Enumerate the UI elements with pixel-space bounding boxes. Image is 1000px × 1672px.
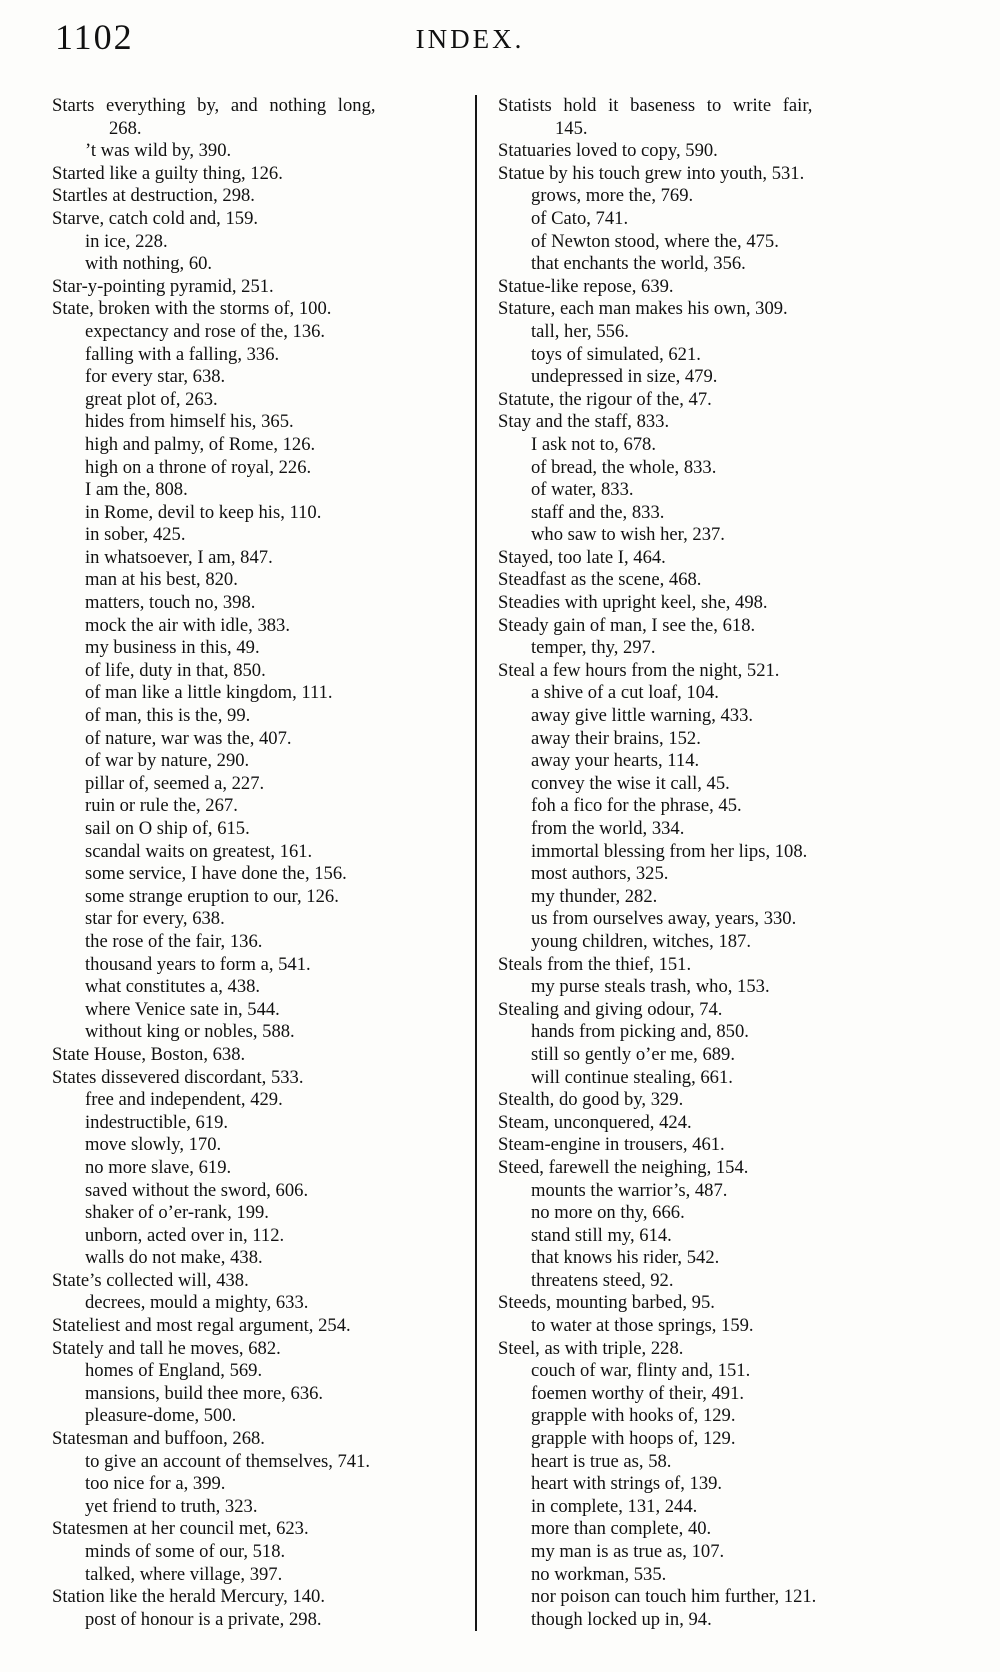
- index-entry: minds of some of our, 518.: [85, 1541, 286, 1562]
- index-entry: away give little warning, 433.: [531, 705, 754, 727]
- index-entry: in whatsoever, I am, 847.: [85, 546, 273, 568]
- index-entry: in ice, 228.: [85, 230, 168, 252]
- index-entry: some service, I have done the, 156.: [85, 863, 347, 885]
- index-entry: matters, touch no, 398.: [85, 592, 256, 614]
- index-column-left: [52, 95, 475, 1631]
- index-entry: high and palmy, of Rome, 126.: [85, 433, 316, 455]
- index-entry: us from ourselves away, years, 330.: [531, 908, 797, 930]
- index-entry: my business in this, 49.: [85, 637, 260, 659]
- index-entry: States dissevered discordant, 533.: [52, 1066, 304, 1088]
- index-entry: in complete, 131, 244.: [531, 1495, 698, 1517]
- index-entry: immortal blessing from her lips, 108.: [531, 840, 808, 862]
- index-entry: scandal waits on greatest, 161.: [85, 840, 313, 862]
- index-entry: tall, her, 556.: [531, 320, 629, 342]
- index-entry: mounts the warrior’s, 487.: [531, 1179, 728, 1201]
- index-entry: heart with strings of, 139.: [531, 1473, 723, 1495]
- index-entry: I am the, 808.: [85, 479, 188, 501]
- index-entry: heart is true as, 58.: [531, 1450, 672, 1472]
- index-entry: from the world, 334.: [531, 818, 685, 839]
- index-entry: Station like the herald Mercury, 140.: [52, 1586, 325, 1608]
- index-entry: no workman, 535.: [531, 1563, 667, 1585]
- index-entry: threatens steed, 92.: [531, 1269, 674, 1291]
- index-entry: my thunder, 282.: [531, 885, 658, 907]
- index-entry: talked, where village, 397.: [85, 1563, 283, 1585]
- index-entry: ’t was wild by, 390.: [85, 140, 232, 162]
- index-entry: Starts everything by, and nothing long,: [52, 95, 376, 116]
- index-entry: young children, witches, 187.: [531, 930, 751, 952]
- index-entry: without king or nobles, 588.: [85, 1021, 295, 1043]
- index-entry: Stay and the staff, 833.: [498, 411, 670, 433]
- index-entry: will continue stealing, 661.: [531, 1066, 733, 1088]
- index-entry: toys of simulated, 621.: [531, 343, 701, 365]
- index-entry: Steadfast as the scene, 468.: [498, 569, 702, 591]
- index-entry: my purse steals trash, who, 153.: [531, 976, 770, 998]
- index-entry: yet friend to truth, 323.: [85, 1495, 258, 1517]
- index-entry: of man like a little kingdom, 111.: [85, 682, 333, 704]
- index-entry: 145.: [555, 117, 588, 139]
- index-entry: walls do not make, 438.: [85, 1247, 263, 1269]
- index-entry: Statuaries loved to copy, 590.: [498, 140, 718, 162]
- index-entry: Stateliest and most regal argument, 254.: [52, 1315, 351, 1337]
- index-entry: Statute, the rigour of the, 47.: [498, 388, 712, 410]
- index-entry: no more on thy, 666.: [531, 1202, 685, 1224]
- index-entry: hides from himself his, 365.: [85, 411, 294, 433]
- page-header: [0, 0, 1000, 62]
- index-entry: saved without the sword, 606.: [85, 1179, 309, 1201]
- index-entry: nor poison can touch him further, 121.: [531, 1586, 817, 1608]
- index-entry: Starve, catch cold and, 159.: [52, 207, 259, 229]
- index-entry: Stayed, too late I, 464.: [498, 546, 666, 568]
- index-entry: Steady gain of man, I see the, 618.: [498, 614, 756, 636]
- index-entry: homes of England, 569.: [85, 1360, 263, 1382]
- index-entry: that enchants the world, 356.: [531, 253, 746, 275]
- page-number: 1102: [55, 17, 134, 57]
- index-entry: Startles at destruction, 298.: [52, 185, 255, 207]
- index-entry: staff and the, 833.: [531, 501, 665, 523]
- index-entry: in Rome, devil to keep his, 110.: [85, 501, 322, 523]
- index-entry: who saw to wish her, 237.: [531, 524, 725, 546]
- index-entry: of Cato, 741.: [531, 207, 629, 229]
- index-entry: Steal a few hours from the night, 521.: [498, 659, 780, 681]
- index-entry: Steadies with upright keel, she, 498.: [498, 592, 768, 614]
- index-entry: Steam-engine in trousers, 461.: [498, 1134, 725, 1156]
- index-entry: expectancy and rose of the, 136.: [85, 320, 326, 342]
- index-entry: man at his best, 820.: [85, 569, 238, 591]
- index-entry: though locked up in, 94.: [531, 1608, 712, 1630]
- index-entry: that knows his rider, 542.: [531, 1247, 720, 1269]
- index-entry: Stately and tall he moves, 682.: [52, 1337, 281, 1359]
- index-entry: more than complete, 40.: [531, 1518, 712, 1540]
- index-entry: falling with a falling, 336.: [85, 343, 280, 365]
- index-entry: Statue by his touch grew into youth, 531.: [498, 162, 805, 184]
- index-entry: undepressed in size, 479.: [531, 366, 718, 388]
- index-entry: Stealing and giving odour, 74.: [498, 998, 723, 1020]
- index-entry: pleasure-dome, 500.: [85, 1405, 237, 1427]
- index-entry: of life, duty in that, 850.: [85, 659, 266, 681]
- index-entry: grapple with hoops of, 129.: [531, 1428, 736, 1450]
- index-entry: where Venice sate in, 544.: [85, 998, 280, 1020]
- index-entry: to give an account of themselves, 741.: [85, 1450, 371, 1472]
- index-entry: State’s collected will, 438.: [52, 1269, 249, 1291]
- index-entry: Steed, farewell the neighing, 154.: [498, 1156, 749, 1178]
- index-entry: State, broken with the storms of, 100.: [52, 298, 332, 320]
- index-entry: in sober, 425.: [85, 524, 186, 546]
- index-entry: away your hearts, 114.: [531, 750, 700, 772]
- index-entry: Steals from the thief, 151.: [498, 953, 692, 975]
- index-entry: Started like a guilty thing, 126.: [52, 162, 283, 184]
- index-entry: my man is as true as, 107.: [531, 1541, 725, 1562]
- index-entry: no more slave, 619.: [85, 1156, 232, 1178]
- index-entry: decrees, mould a mighty, 633.: [85, 1292, 309, 1314]
- index-entry: pillar of, seemed a, 227.: [85, 772, 265, 794]
- index-entry: of war by nature, 290.: [85, 750, 250, 772]
- index-entry: Statists hold it baseness to write fair,: [498, 95, 813, 116]
- index-entry: free and independent, 429.: [85, 1089, 283, 1111]
- index-entry: grows, more the, 769.: [531, 185, 694, 207]
- index-entry: of Newton stood, where the, 475.: [531, 230, 779, 252]
- index-entry: 268.: [109, 117, 142, 139]
- index-entry: grapple with hooks of, 129.: [531, 1405, 736, 1427]
- index-entry: with nothing, 60.: [85, 253, 213, 275]
- index-entry: of water, 833.: [531, 479, 634, 501]
- index-entry: Steel, as with triple, 228.: [498, 1337, 684, 1359]
- index-entry: the rose of the fair, 136.: [85, 930, 263, 952]
- index-entry: foemen worthy of their, 491.: [531, 1382, 745, 1404]
- index-entry: Steam, unconquered, 424.: [498, 1111, 692, 1133]
- index-entry: indestructible, 619.: [85, 1111, 229, 1133]
- index-entry: mansions, build thee more, 636.: [85, 1382, 324, 1404]
- index-entry: Steeds, mounting barbed, 95.: [498, 1292, 715, 1314]
- index-entry: I ask not to, 678.: [531, 433, 656, 455]
- index-entry: stand still my, 614.: [531, 1224, 672, 1246]
- index-columns: [0, 95, 1000, 1631]
- index-entry: thousand years to form a, 541.: [85, 953, 311, 975]
- index-entry: move slowly, 170.: [85, 1134, 222, 1156]
- index-entry: shaker of o’er-rank, 199.: [85, 1202, 269, 1224]
- index-entry: Stealth, do good by, 329.: [498, 1089, 684, 1111]
- index-entry: couch of war, flinty and, 151.: [531, 1360, 751, 1382]
- index-entry: Statesmen at her council met, 623.: [52, 1518, 309, 1540]
- index-entry: Star-y-pointing pyramid, 251.: [52, 275, 274, 297]
- page-title: INDEX.: [415, 24, 525, 54]
- index-entry: to water at those springs, 159.: [531, 1315, 754, 1337]
- index-entry: mock the air with idle, 383.: [85, 614, 291, 636]
- index-entry: star for every, 638.: [85, 908, 225, 930]
- index-entry: away their brains, 152.: [531, 727, 701, 749]
- index-entry: State House, Boston, 638.: [52, 1043, 246, 1065]
- index-entry: some strange eruption to our, 126.: [85, 885, 339, 907]
- index-entry: what constitutes a, 438.: [85, 976, 261, 998]
- index-entry: sail on O ship of, 615.: [85, 818, 250, 839]
- index-entry: convey the wise it call, 45.: [531, 772, 730, 794]
- index-entry: of man, this is the, 99.: [85, 705, 251, 727]
- index-entry: too nice for a, 399.: [85, 1473, 226, 1495]
- index-entry: still so gently o’er me, 689.: [531, 1043, 735, 1065]
- index-entry: temper, thy, 297.: [531, 637, 656, 659]
- index-entry: great plot of, 263.: [85, 388, 218, 410]
- index-entry: Statue-like repose, 639.: [498, 275, 674, 297]
- index-entry: hands from picking and, 850.: [531, 1021, 749, 1043]
- index-entry: post of honour is a private, 298.: [85, 1608, 322, 1630]
- index-entry: of bread, the whole, 833.: [531, 456, 717, 478]
- index-entry: high on a throne of royal, 226.: [85, 456, 312, 478]
- index-entry: a shive of a cut loaf, 104.: [531, 682, 719, 704]
- index-entry: of nature, war was the, 407.: [85, 727, 292, 749]
- index-entry: foh a fico for the phrase, 45.: [531, 795, 742, 817]
- index-entry: Statesman and buffoon, 268.: [52, 1428, 265, 1450]
- index-entry: unborn, acted over in, 112.: [85, 1224, 285, 1246]
- index-entry: Stature, each man makes his own, 309.: [498, 298, 788, 320]
- index-entry: ruin or rule the, 267.: [85, 795, 238, 817]
- index-column-right: [477, 95, 960, 1631]
- index-entry: most authors, 325.: [531, 863, 669, 885]
- index-entry: for every star, 638.: [85, 366, 226, 388]
